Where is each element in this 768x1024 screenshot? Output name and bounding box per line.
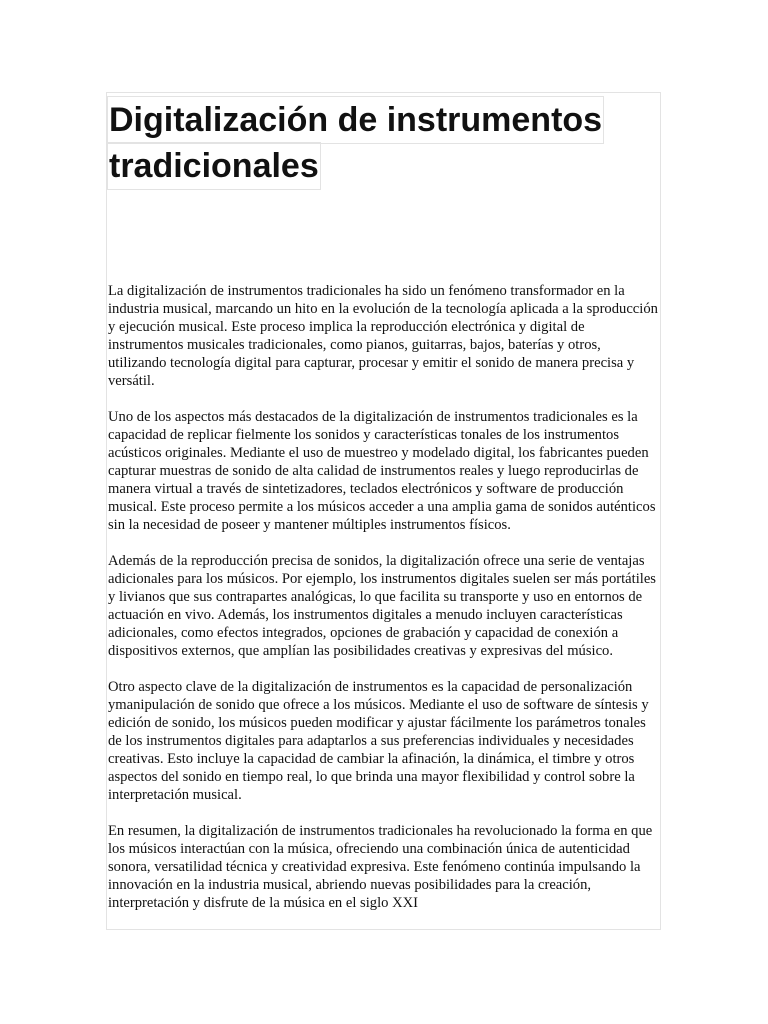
- body-paragraph-5: En resumen, la digitalización de instrumentos tradicionales ha revolucionado la forma en que los músicos interactúan con la música, ofreciendo una combinación única de autenticidad sonora, versatilidad técnica y creatividad expresiva. Este fenómeno continúa impulsando la innovación en la industria musical, abriendo nuevas posibilidades para la creación, interpretación y disfrute de la música en el siglo XXI: [108, 823, 653, 911]
- body-paragraph-3: Además de la reproducción precisa de sonidos, la digitalización ofrece una serie de ventajas adicionales para los músicos. Por ejemplo, los instrumentos digitales suelen ser más portátiles y livianos que sus contrapartes analógicas, lo que facilita su transporte y uso en entornos de actuación en vivo. Además, los instrumentos digitales a menudo incluyen características adicionales, como efectos integrados, opciones de grabación y capacidad de conexión a dispositivos externos, que amplían las posibilidades creativas y expresivas del músico.: [108, 553, 656, 659]
- document-page: [106, 92, 661, 930]
- body-paragraph-1: La digitalización de instrumentos tradicionales ha sido un fenómeno transformador en la industria musical, marcando un hito en la evolución de la tecnología aplicada a la sproducción y ejecución musical. Este proceso implica la reproducción electrónica y digital de instrumentos musicales tradicionales, como pianos, guitarras, bajos, baterías y otros, utilizando tecnología digital para capturar, procesar y emitir el sonido de manera precisa y versátil.: [108, 283, 658, 389]
- document-body: [108, 282, 661, 912]
- body-paragraph-4: Otro aspecto clave de la digitalización de instrumentos es la capacidad de personalización ymanipulación de sonido que ofrece a los músicos. Mediante el uso de software de síntesis y edición de sonido, los músicos pueden modificar y ajustar fácilmente los parámetros tonales de los instrumentos digitales para adaptarlos a sus preferencias individuales y necesidades creativas. Esto incluye la capacidad de cambiar la afinación, la dinámica, el timbre y otros aspectos del sonido en tiempo real, lo que brinda una mayor flexibilidad y control sobre la interpretación musical.: [108, 679, 649, 803]
- body-paragraph-2: Uno de los aspectos más destacados de la digitalización de instrumentos tradicionales es la capacidad de replicar fielmente los sonidos y características tonales de los instrumentos acústicos originales. Mediante el uso de muestreo y modelado digital, los fabricantes pueden capturar muestras de sonido de alta calidad de instrumentos reales y luego reproducirlas de manera virtual a través de sintetizadores, teclados electrónicos y software de producción musical. Este proceso permite a los músicos acceder a una amplia gama de sonidos auténticos sin la necesidad de poseer y mantener múltiples instrumentos físicos.: [108, 409, 656, 533]
- document-title-line-1: Digitalización de instrumentos: [107, 96, 604, 144]
- document-title-line-2: tradicionales: [107, 142, 321, 190]
